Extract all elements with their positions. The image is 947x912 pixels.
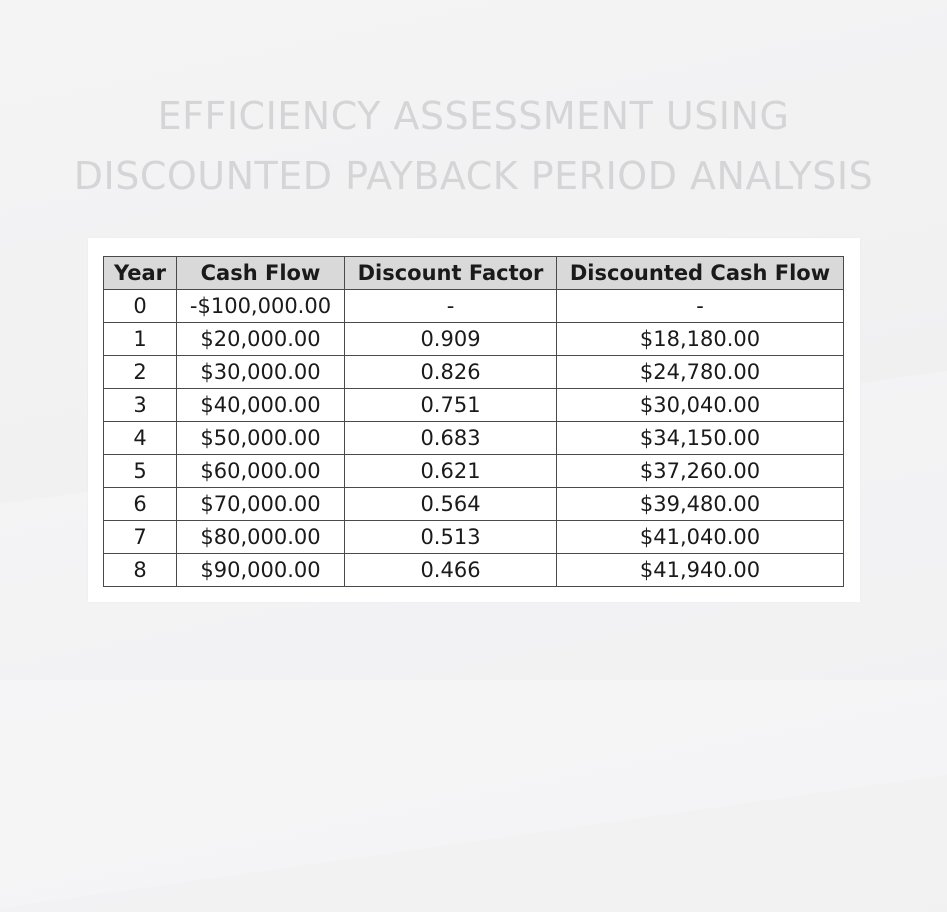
table-row: [104, 422, 844, 455]
page-title: [0, 86, 947, 206]
table-row: [104, 356, 844, 389]
cell-discount-factor: 0.826: [345, 356, 557, 389]
cell-year: 7: [104, 521, 177, 554]
cell-cash-flow: $90,000.00: [177, 554, 345, 587]
table-header-row: [104, 257, 844, 290]
cell-discounted-cash-flow: $39,480.00: [557, 488, 844, 521]
cell-discount-factor: 0.683: [345, 422, 557, 455]
cell-discounted-cash-flow: -: [557, 290, 844, 323]
cell-cash-flow: -$100,000.00: [177, 290, 345, 323]
table-card: [88, 238, 860, 602]
table-row: [104, 521, 844, 554]
cell-year: 1: [104, 323, 177, 356]
table-row: [104, 290, 844, 323]
cell-discounted-cash-flow: $41,040.00: [557, 521, 844, 554]
table-row: [104, 554, 844, 587]
cell-cash-flow: $70,000.00: [177, 488, 345, 521]
table-row: [104, 323, 844, 356]
cell-discounted-cash-flow: $34,150.00: [557, 422, 844, 455]
cell-year: 6: [104, 488, 177, 521]
header-cash-flow: Cash Flow: [177, 257, 345, 290]
cell-discount-factor: 0.564: [345, 488, 557, 521]
cell-cash-flow: $30,000.00: [177, 356, 345, 389]
cell-discounted-cash-flow: $41,940.00: [557, 554, 844, 587]
cell-year: 8: [104, 554, 177, 587]
cell-discount-factor: -: [345, 290, 557, 323]
cell-cash-flow: $60,000.00: [177, 455, 345, 488]
header-discounted-cash-flow: Discounted Cash Flow: [557, 257, 844, 290]
cell-year: 4: [104, 422, 177, 455]
table-row: [104, 455, 844, 488]
cell-discount-factor: 0.751: [345, 389, 557, 422]
cell-cash-flow: $80,000.00: [177, 521, 345, 554]
cell-year: 0: [104, 290, 177, 323]
header-discount-factor: Discount Factor: [345, 257, 557, 290]
cell-discount-factor: 0.621: [345, 455, 557, 488]
header-year: Year: [104, 257, 177, 290]
cell-discount-factor: 0.909: [345, 323, 557, 356]
cash-flow-table: [103, 256, 844, 587]
cell-discounted-cash-flow: $30,040.00: [557, 389, 844, 422]
cell-discounted-cash-flow: $24,780.00: [557, 356, 844, 389]
table-row: [104, 488, 844, 521]
cell-discounted-cash-flow: $18,180.00: [557, 323, 844, 356]
cell-cash-flow: $40,000.00: [177, 389, 345, 422]
title-line-2: DISCOUNTED PAYBACK PERIOD ANALYSIS: [73, 154, 874, 198]
cell-discount-factor: 0.513: [345, 521, 557, 554]
cell-year: 5: [104, 455, 177, 488]
cell-year: 3: [104, 389, 177, 422]
cell-cash-flow: $50,000.00: [177, 422, 345, 455]
cell-discounted-cash-flow: $37,260.00: [557, 455, 844, 488]
cell-year: 2: [104, 356, 177, 389]
cell-discount-factor: 0.466: [345, 554, 557, 587]
cell-cash-flow: $20,000.00: [177, 323, 345, 356]
title-line-1: EFFICIENCY ASSESSMENT USING: [157, 94, 790, 138]
table-row: [104, 389, 844, 422]
